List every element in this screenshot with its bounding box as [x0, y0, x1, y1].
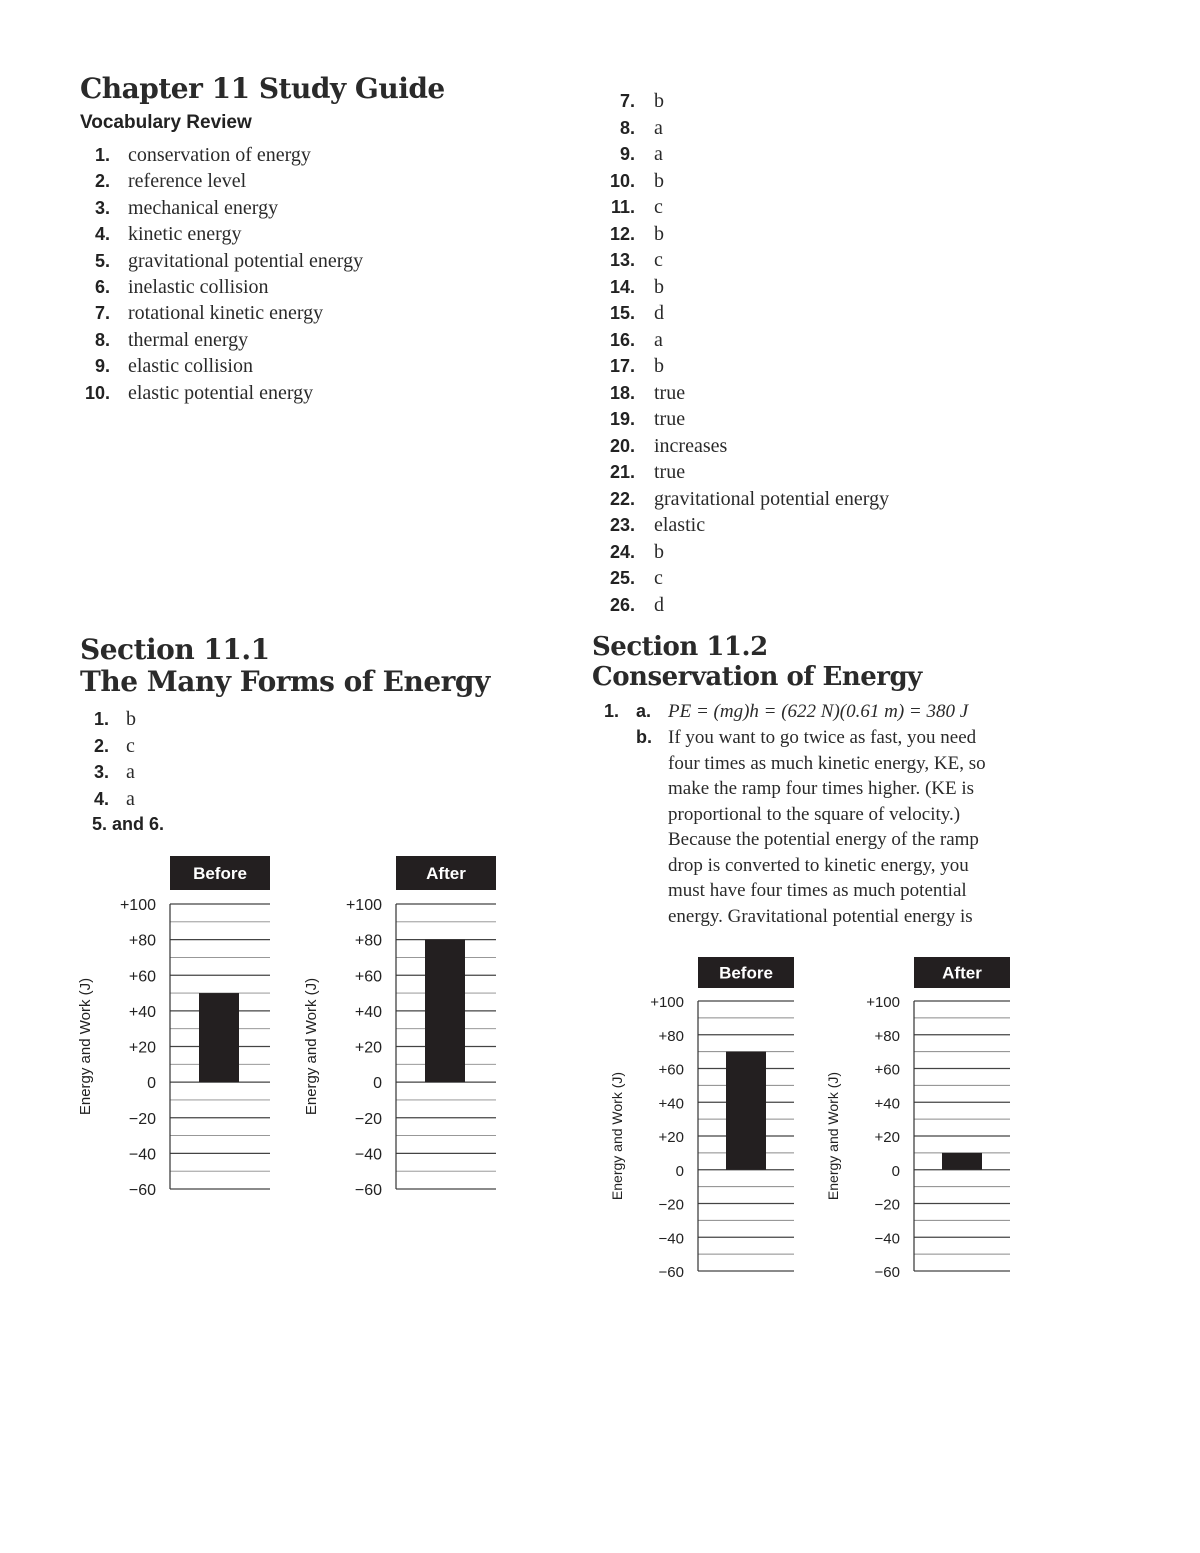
part-a-equation: PE = (mg)h = (622 N)(0.61 m) = 380 J [668, 701, 969, 722]
vocab-item-number: 5. [94, 250, 110, 271]
section-11-1-title-line1: Section 11.1 [80, 633, 270, 666]
chart-title: After [426, 864, 466, 883]
chart-tick-label: −20 [354, 1110, 382, 1128]
chart-bar [942, 1153, 982, 1170]
answer-item-number: 20. [609, 435, 635, 456]
chart-y-axis-label: Energy and Work (J) [304, 977, 320, 1116]
s111-answer-item-number: 4. [93, 788, 109, 809]
chart-tick-label: −20 [874, 1196, 900, 1214]
q5-6-label: 5. and 6. [92, 814, 165, 834]
chart-tick-label: +100 [345, 897, 382, 914]
vocab-item-text: elastic potential energy [128, 381, 314, 404]
answer-item-text: b [654, 275, 664, 298]
answer-item-text: true [654, 408, 686, 430]
chart-tick-label: +100 [650, 994, 684, 1011]
chart-tick-label: +20 [658, 1129, 684, 1146]
answer-item-text: a [654, 143, 663, 165]
chart-tick-label: +80 [128, 932, 156, 950]
chart-tick-label: +80 [658, 1027, 684, 1045]
vocab-item-text: mechanical energy [128, 196, 279, 219]
answer-item-text: c [654, 249, 663, 271]
answer-item-text: b [654, 355, 664, 377]
chart-tick-label: −40 [128, 1146, 156, 1164]
chart-y-axis-label: Energy and Work (J) [826, 1071, 841, 1201]
chart-y-axis-label: Energy and Work (J) [610, 1071, 625, 1201]
chart-tick-label: +20 [128, 1039, 156, 1057]
answer-item-number: 19. [609, 409, 635, 429]
s111-answer-item-text: c [126, 734, 135, 757]
s111-answer-item-text: a [126, 761, 135, 783]
section-11-1-title-line2: The Many Forms of Energy [80, 665, 490, 698]
chart-tick-label: +60 [874, 1061, 900, 1079]
answer-item-text: true [654, 381, 686, 404]
part-b-line: make the ramp four times higher. (KE is [668, 778, 975, 799]
study-guide-title: Chapter 11 Study Guide [80, 72, 445, 105]
chart-11-1-before [78, 856, 278, 1206]
vocab-item-text: inelastic collision [128, 276, 269, 298]
answer-item-number: 21. [609, 462, 635, 482]
chart-tick-label: −60 [354, 1182, 382, 1199]
answer-item-number: 13. [609, 250, 635, 270]
part-b-line: proportional to the square of velocity.) [668, 803, 961, 825]
answer-item-number: 18. [609, 382, 635, 403]
answer-item-text: a [654, 328, 663, 351]
chart-11-2-before [610, 957, 800, 1292]
chart-tick-label: +20 [354, 1039, 382, 1057]
chart-title: After [942, 963, 982, 983]
chart-tick-label: −60 [658, 1264, 684, 1281]
section-11-2-title-line2: Conservation of Energy [592, 662, 922, 692]
section-11-1-title [80, 634, 490, 698]
part-b-label: b. [636, 727, 652, 747]
chart-tick-label: +100 [866, 994, 900, 1011]
vocab-item-number: 9. [94, 356, 110, 377]
chart-bar [425, 940, 465, 1083]
answer-item-text: increases [654, 434, 728, 457]
part-b-line: If you want to go twice as fast, you need [668, 727, 977, 748]
answer-item-number: 10. [609, 170, 635, 191]
vocab-item-text: reference level [128, 170, 247, 193]
chart-tick-label: −40 [354, 1146, 382, 1164]
chart-tick-label: +60 [354, 968, 382, 986]
vocab-item-number: 2. [94, 171, 110, 192]
answer-item-number: 25. [609, 568, 635, 588]
part-b-line: four times as much kinetic energy, KE, so [668, 752, 986, 774]
chart-tick-label: −20 [658, 1196, 684, 1214]
answer-item-text: d [654, 593, 664, 616]
s111-answer-item-number: 2. [93, 735, 109, 756]
vocab-item-text: elastic collision [128, 355, 253, 378]
section-11-2-title [592, 632, 922, 692]
chart-11-1-after [304, 856, 504, 1206]
s111-answer-item-text: a [126, 787, 135, 810]
vocab-item-text: thermal energy [128, 328, 249, 351]
chart-tick-label: +40 [874, 1095, 900, 1113]
vocab-item-number: 1. [94, 145, 110, 165]
vocab-item-number: 7. [94, 303, 110, 324]
chart-tick-label: 0 [675, 1162, 684, 1180]
answer-item-text: b [654, 222, 664, 245]
s111-answer-item-number: 1. [93, 709, 109, 729]
part-b-line: energy. Gravitational potential energy is [668, 905, 973, 927]
answer-item-text: gravitational potential energy [654, 487, 890, 510]
vocab-item-number: 6. [94, 277, 110, 297]
answer-item-number: 23. [609, 515, 635, 535]
answer-item-number: 24. [609, 541, 635, 562]
answer-item-number: 8. [619, 117, 635, 138]
answer-item-number: 16. [609, 329, 635, 350]
chart-tick-label: 0 [147, 1075, 156, 1093]
answer-item-number: 17. [609, 356, 635, 376]
chart-tick-label: +40 [658, 1095, 684, 1113]
chart-tick-label: 0 [891, 1162, 900, 1180]
chart-tick-label: −60 [128, 1182, 156, 1199]
answer-item-number: 7. [619, 91, 635, 111]
answer-item-number: 9. [619, 144, 635, 164]
answer-item-text: c [654, 196, 663, 218]
s111-answer-item-number: 3. [93, 762, 109, 782]
part-b-line: drop is converted to kinetic energy, you [668, 854, 969, 876]
vocab-heading: Vocabulary Review [80, 112, 252, 133]
part-b-paragraph [668, 725, 986, 929]
answer-item-number: 14. [609, 276, 635, 297]
chart-y-axis-label: Energy and Work (J) [78, 977, 94, 1116]
answer-item-text: b [654, 540, 664, 563]
part-a-label: a. [636, 701, 652, 721]
answer-item-text: elastic [654, 514, 706, 536]
chart-tick-label: +100 [119, 897, 156, 914]
section-11-2-title-line1: Section 11.2 [592, 632, 768, 662]
vocab-item-text: kinetic energy [128, 223, 242, 246]
s111-answer-item-text: b [126, 708, 136, 730]
part-b-line: Because the potential energy of the ramp [668, 829, 979, 850]
chart-bar [726, 1052, 766, 1170]
chart-tick-label: −20 [128, 1110, 156, 1128]
answer-item-text: c [654, 567, 663, 589]
part-b-line: must have four times as much potential [668, 880, 967, 901]
q1-number: 1. [604, 701, 620, 721]
vocab-item-text: gravitational potential energy [128, 249, 364, 272]
answer-item-text: true [654, 461, 686, 483]
chart-tick-label: +60 [658, 1061, 684, 1079]
chart-11-2-after [826, 957, 1016, 1292]
vocab-item-number: 3. [94, 197, 110, 218]
chart-bar [199, 993, 239, 1082]
chart-tick-label: +40 [354, 1003, 382, 1021]
chart-tick-label: +40 [128, 1003, 156, 1021]
chart-tick-label: +20 [874, 1129, 900, 1146]
chart-tick-label: −40 [874, 1230, 900, 1248]
answer-item-number: 12. [609, 223, 635, 244]
chart-tick-label: −60 [874, 1264, 900, 1281]
answer-item-text: d [654, 302, 664, 324]
vocab-item-text: rotational kinetic energy [128, 302, 324, 325]
vocab-item-number: 8. [94, 329, 110, 350]
vocab-item-number: 10. [84, 382, 110, 403]
chart-title: Before [193, 864, 247, 883]
chart-tick-label: +80 [354, 932, 382, 950]
vocab-item-text: conservation of energy [128, 144, 311, 166]
vocab-item-number: 4. [94, 224, 110, 245]
answer-item-number: 11. [610, 197, 635, 217]
answer-item-number: 26. [609, 594, 635, 615]
chart-tick-label: +80 [874, 1027, 900, 1045]
answer-item-number: 22. [609, 488, 635, 509]
answer-item-text: b [654, 90, 664, 112]
answer-item-text: b [654, 169, 664, 192]
chart-tick-label: −40 [658, 1230, 684, 1248]
answer-item-number: 15. [609, 303, 635, 323]
chart-tick-label: +60 [128, 968, 156, 986]
answer-item-text: a [654, 116, 663, 139]
chart-tick-label: 0 [373, 1075, 382, 1093]
chart-title: Before [719, 963, 773, 983]
